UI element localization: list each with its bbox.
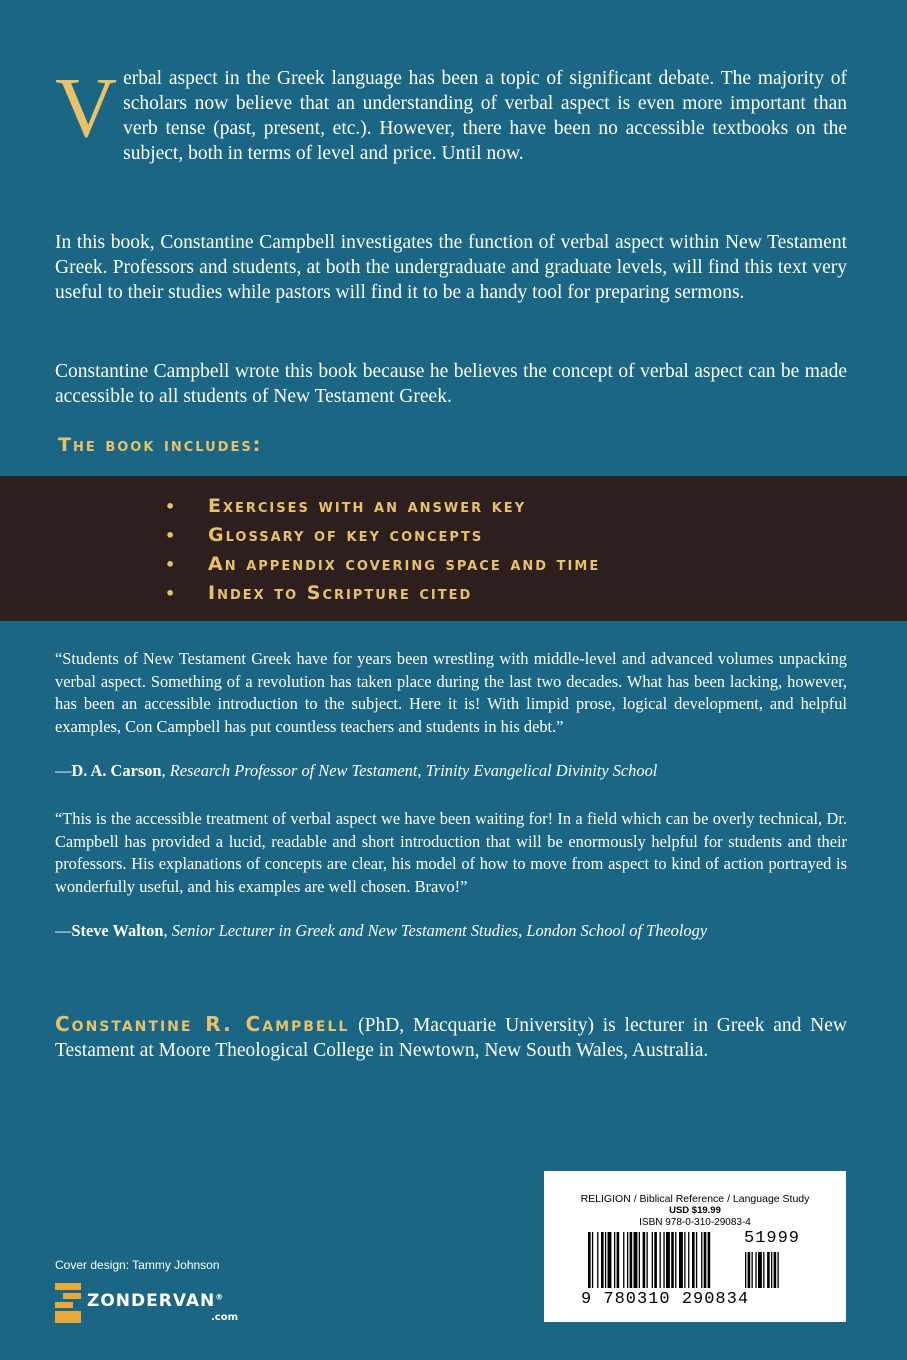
intro-paragraph-2: In this book, Constantine Campbell investigates the function of verbal aspect within New Testament Greek. Professors and students, at both the undergraduate and graduate levels, will find this text very useful to their studies while pastors will find it to be a handy tool for preparing sermons. xyxy=(55,232,847,303)
registered-mark: ® xyxy=(215,1292,225,1302)
endorsement-quote-1: “Students of New Testament Greek have for years been wrestling with middle-level and advanced volumes unpacking verbal aspect. Something of a revolution has taken place during the last two decades. What has been lacking, however, has been an accessible introduction to the subject. Here it is! With limpid prose, logical development, and helpful examples, Con Campbell has put countless teachers and students in his debt.” xyxy=(55,649,847,736)
bullet-icon: • xyxy=(165,584,178,603)
endorsement-attribution-2: —Steve Walton, Senior Lecturer in Greek and New Testament Studies, London School of Theology xyxy=(55,921,708,940)
zondervan-mark-icon xyxy=(55,1283,81,1323)
list-item-text: Exercises with an answer key xyxy=(208,495,527,517)
author-name: Constantine R. Campbell xyxy=(55,1012,350,1036)
bisac-category: RELIGION / Biblical Reference / Language Study xyxy=(580,1193,810,1205)
endorsement-quote-2: “This is the accessible treatment of verbal aspect we have been waiting for! In a field which can be overly technical, Dr. Campbell has provided a lucid, readable and short introduction that will be enormously helpful for students and their professors. His explanations of concepts are clear, his model of how to move from aspect to kind of action portrayed is wonderfully useful, and his examples are well chosen. Bravo!” xyxy=(55,809,847,896)
author-bio xyxy=(55,1012,847,1063)
endorsement-attribution-1: —D. A. Carson, Research Professor of New Testament, Trinity Evangelical Divinity School xyxy=(55,761,658,780)
list-item xyxy=(165,550,600,579)
endorser-name: D. A. Carson xyxy=(71,761,162,780)
list-item-text: An appendix covering space and time xyxy=(208,553,601,575)
bullet-icon: • xyxy=(165,526,178,545)
publisher-name xyxy=(87,1291,224,1311)
includes-list xyxy=(165,492,600,608)
includes-heading: The book includes: xyxy=(58,434,263,456)
intro-paragraph-1 xyxy=(55,59,847,166)
drop-cap: V xyxy=(55,59,118,155)
barcode-digits: 9 780310 290834 xyxy=(581,1290,750,1309)
bullet-icon: • xyxy=(165,497,178,516)
endorser-title: Research Professor of New Testament, Trinity Evangelical Divinity School xyxy=(169,761,658,780)
list-item-text: Index to Scripture cited xyxy=(208,582,473,604)
publisher-logo xyxy=(55,1283,275,1323)
author-bio-text: (PhD, Macquarie University) is lecturer in Greek and New Testament at Moore Theological College in Newtown, New South Wales, Australia. xyxy=(55,1015,847,1061)
barcode-box xyxy=(544,1171,846,1322)
endorser-name: Steve Walton xyxy=(71,921,164,940)
attribution-dash: — xyxy=(55,761,72,780)
publisher-name-text: ZONDERVAN xyxy=(87,1291,216,1311)
cover-credit: Cover design: Tammy Johnson xyxy=(55,1258,220,1272)
list-item xyxy=(165,492,600,521)
endorser-title: Senior Lecturer in Greek and New Testament Studies, London School of Theology xyxy=(171,921,708,940)
list-item-text: Glossary of key concepts xyxy=(208,524,484,546)
intro-paragraph-3: Constantine Campbell wrote this book because he believes the concept of verbal aspect can be made accessible to all students of New Testament Greek. xyxy=(55,361,847,407)
intro-paragraph-1-text: erbal aspect in the Greek language has been a topic of significant debate. The majority of scholars now believe that an understanding of verbal aspect is even more important than verb tense (past, present, etc.). However, there have been no accessible textbooks on the subject, both in terms of level and price. Until now. xyxy=(123,68,847,164)
list-item xyxy=(165,521,600,550)
list-item xyxy=(165,579,600,608)
publisher-com: .com xyxy=(211,1312,239,1323)
bullet-icon: • xyxy=(165,555,178,574)
price: USD $19.99 xyxy=(669,1205,721,1216)
attribution-dash: — xyxy=(55,921,72,940)
includes-band xyxy=(0,476,907,621)
barcode-addon-digits: 51999 xyxy=(744,1229,801,1248)
isbn: ISBN 978-0-310-29083-4 xyxy=(639,1217,751,1228)
